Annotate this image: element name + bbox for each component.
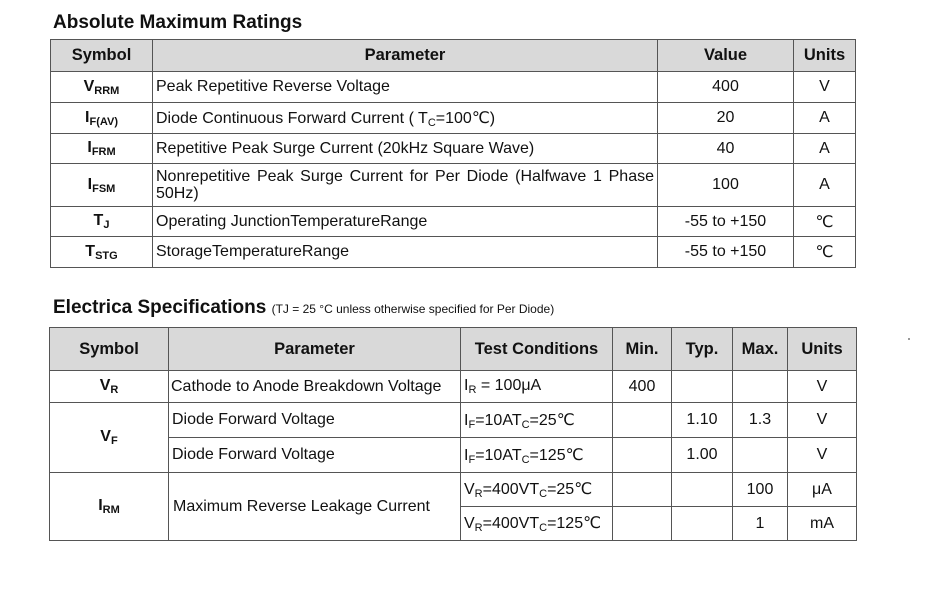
symbol-cell: $T_J$ bbox=[51, 207, 153, 237]
stray-dot bbox=[908, 338, 910, 340]
symbol-cell: $V_R$ bbox=[50, 371, 169, 403]
unit-cell: ℃ bbox=[794, 207, 856, 237]
parameter-cell: Nonrepetitive Peak Surge Current for Per Diode (Halfwave 1 Phase 50Hz) bbox=[153, 164, 658, 207]
parameter-cell: Diode Forward Voltage bbox=[169, 403, 461, 438]
col-header-min: Min. bbox=[613, 328, 672, 371]
table-header-row bbox=[51, 40, 856, 72]
col-header-symbol: Symbol bbox=[51, 40, 153, 72]
symbol-cell: $I_{FSM}$ bbox=[51, 164, 153, 207]
parameter-cell: Maximum Reverse Leakage Current bbox=[169, 473, 461, 541]
unit-cell: A bbox=[794, 134, 856, 164]
max-cell bbox=[733, 371, 788, 403]
col-header-value: Value bbox=[658, 40, 794, 72]
col-header-max: Max. bbox=[733, 328, 788, 371]
es-title: Electrica Specifications (TJ = 25 °C unless otherwise specified for Per Diode) bbox=[53, 297, 555, 318]
symbol-cell: $I_{FRM}$ bbox=[51, 134, 153, 164]
amr-title: Absolute Maximum Ratings bbox=[53, 12, 303, 33]
min-cell bbox=[613, 473, 672, 507]
max-cell: 100 bbox=[733, 473, 788, 507]
unit-cell: ℃ bbox=[794, 237, 856, 268]
table-row bbox=[51, 134, 856, 164]
col-header-units: Units bbox=[788, 328, 857, 371]
typ-cell: 1.00 bbox=[672, 438, 733, 473]
symbol-cell: $V_{RRM}$ bbox=[51, 72, 153, 103]
col-header-units: Units bbox=[794, 40, 856, 72]
parameter-cell: StorageTemperatureRange bbox=[153, 237, 658, 268]
max-cell bbox=[733, 438, 788, 473]
parameter-cell: Peak Repetitive Reverse Voltage bbox=[153, 72, 658, 103]
value-cell: 20 bbox=[658, 103, 794, 134]
value-cell: 40 bbox=[658, 134, 794, 164]
table-row bbox=[50, 371, 857, 403]
parameter-cell: Operating JunctionTemperatureRange bbox=[153, 207, 658, 237]
unit-cell: V bbox=[794, 72, 856, 103]
unit-cell: μA bbox=[788, 473, 857, 507]
typ-cell bbox=[672, 507, 733, 541]
table-row bbox=[50, 473, 857, 507]
unit-cell: A bbox=[794, 103, 856, 134]
min-cell bbox=[613, 507, 672, 541]
unit-cell: mA bbox=[788, 507, 857, 541]
unit-cell: V bbox=[788, 371, 857, 403]
col-header-symbol: Symbol bbox=[50, 328, 169, 371]
typ-cell: 1.10 bbox=[672, 403, 733, 438]
col-header-parameter: Parameter bbox=[169, 328, 461, 371]
parameter-cell: Diode Forward Voltage bbox=[169, 438, 461, 473]
condition-cell: $I_F=10AT_C=25℃$ bbox=[461, 403, 613, 438]
min-cell bbox=[613, 438, 672, 473]
table-row bbox=[51, 164, 856, 207]
table-row bbox=[51, 72, 856, 103]
value-cell: 100 bbox=[658, 164, 794, 207]
value-cell: -55 to +150 bbox=[658, 237, 794, 268]
table-header-row bbox=[50, 328, 857, 371]
max-cell: 1.3 bbox=[733, 403, 788, 438]
max-cell: 1 bbox=[733, 507, 788, 541]
condition-cell: $V_R=400VT_C=25℃$ bbox=[461, 473, 613, 507]
condition-cell: $V_R=400VT_C=125℃$ bbox=[461, 507, 613, 541]
symbol-cell: $I_{F(AV)}$ bbox=[51, 103, 153, 134]
value-cell: 400 bbox=[658, 72, 794, 103]
unit-cell: V bbox=[788, 403, 857, 438]
condition-cell: $I_F=10AT_C=125℃$ bbox=[461, 438, 613, 473]
symbol-cell: $T_{STG}$ bbox=[51, 237, 153, 268]
parameter-cell: Diode Continuous Forward Current ( $T_C=100℃$) bbox=[153, 103, 658, 134]
table-row bbox=[51, 207, 856, 237]
symbol-cell: $I_{RM}$ bbox=[50, 473, 169, 541]
es-note: (TJ = 25 °C unless otherwise specified for Per Diode) bbox=[271, 302, 555, 316]
min-cell bbox=[613, 403, 672, 438]
typ-cell bbox=[672, 371, 733, 403]
parameter-cell: Repetitive Peak Surge Current (20kHz Square Wave) bbox=[153, 134, 658, 164]
value-cell: -55 to +150 bbox=[658, 207, 794, 237]
table-row bbox=[50, 403, 857, 438]
table-row bbox=[50, 438, 857, 473]
table-row bbox=[51, 237, 856, 268]
absolute-max-ratings-table bbox=[50, 39, 856, 268]
min-cell: 400 bbox=[613, 371, 672, 403]
unit-cell: A bbox=[794, 164, 856, 207]
col-header-parameter: Parameter bbox=[153, 40, 658, 72]
unit-cell: V bbox=[788, 438, 857, 473]
table-row bbox=[51, 103, 856, 134]
typ-cell bbox=[672, 473, 733, 507]
symbol-cell: $V_F$ bbox=[50, 403, 169, 473]
electrical-specifications-table bbox=[49, 327, 857, 541]
condition-cell: $I_R = 100\mu A$ bbox=[461, 371, 613, 403]
col-header-test-conditions: Test Conditions bbox=[461, 328, 613, 371]
parameter-cell: Cathode to Anode Breakdown Voltage bbox=[169, 371, 461, 403]
col-header-typ: Typ. bbox=[672, 328, 733, 371]
